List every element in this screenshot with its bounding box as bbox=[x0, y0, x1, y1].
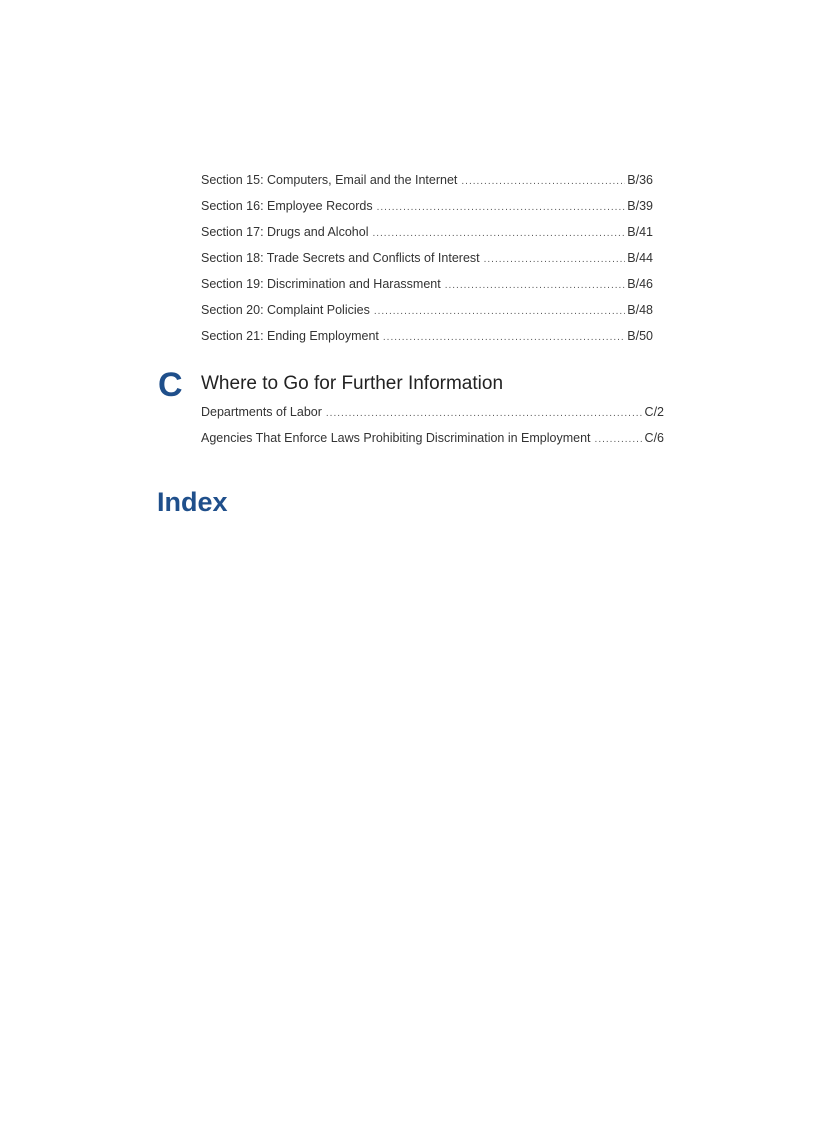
part-heading: Where to Go for Further Information bbox=[201, 373, 504, 394]
toc-entry-page: B/41 bbox=[627, 225, 653, 239]
toc-entry-page: B/44 bbox=[627, 251, 653, 265]
dot-leader bbox=[383, 328, 625, 348]
toc-entry-title: Section 19: Discrimination and Harassment bbox=[201, 277, 441, 291]
toc-entry-section-20[interactable] bbox=[201, 300, 653, 326]
toc-part-c-list bbox=[201, 402, 664, 454]
dot-leader bbox=[445, 276, 626, 296]
index-heading[interactable]: Index bbox=[157, 487, 228, 517]
toc-entry-page: B/46 bbox=[627, 277, 653, 291]
dot-leader bbox=[326, 404, 643, 424]
dot-leader bbox=[484, 250, 626, 270]
toc-entry-title: Section 16: Employee Records bbox=[201, 199, 373, 213]
toc-entry-page: B/50 bbox=[627, 329, 653, 343]
toc-entry-section-19[interactable] bbox=[201, 274, 653, 300]
toc-entry-page: B/48 bbox=[627, 303, 653, 317]
toc-entry-page: C/2 bbox=[644, 405, 664, 419]
toc-entry-page: B/36 bbox=[627, 173, 653, 187]
toc-entry-section-21[interactable] bbox=[201, 326, 653, 352]
toc-entry-title: Section 20: Complaint Policies bbox=[201, 303, 370, 317]
toc-entry-title: Departments of Labor bbox=[201, 405, 322, 419]
toc-entry-title: Section 15: Computers, Email and the Internet bbox=[201, 173, 458, 187]
dot-leader bbox=[372, 224, 625, 244]
toc-entry-section-16[interactable] bbox=[201, 196, 653, 222]
toc-entry-section-17[interactable] bbox=[201, 222, 653, 248]
toc-entry-page: C/6 bbox=[644, 431, 664, 445]
toc-entry-page: B/39 bbox=[627, 199, 653, 213]
toc-entry-departments-of-labor[interactable] bbox=[201, 402, 664, 428]
toc-entry-title: Section 21: Ending Employment bbox=[201, 329, 379, 343]
toc-entry-section-18[interactable] bbox=[201, 248, 653, 274]
toc-entry-section-15[interactable] bbox=[201, 170, 653, 196]
toc-entry-title: Agencies That Enforce Laws Prohibiting Discrimination in Employment bbox=[201, 431, 591, 445]
toc-entry-title: Section 17: Drugs and Alcohol bbox=[201, 225, 369, 239]
dot-leader bbox=[377, 198, 626, 218]
dot-leader bbox=[595, 430, 643, 450]
dot-leader bbox=[374, 302, 625, 322]
toc-entry-agencies[interactable] bbox=[201, 428, 664, 454]
dot-leader bbox=[461, 172, 625, 192]
toc-entry-title: Section 18: Trade Secrets and Conflicts of Interest bbox=[201, 251, 480, 265]
toc-part-b-list bbox=[201, 170, 653, 352]
part-letter: C bbox=[158, 366, 183, 404]
